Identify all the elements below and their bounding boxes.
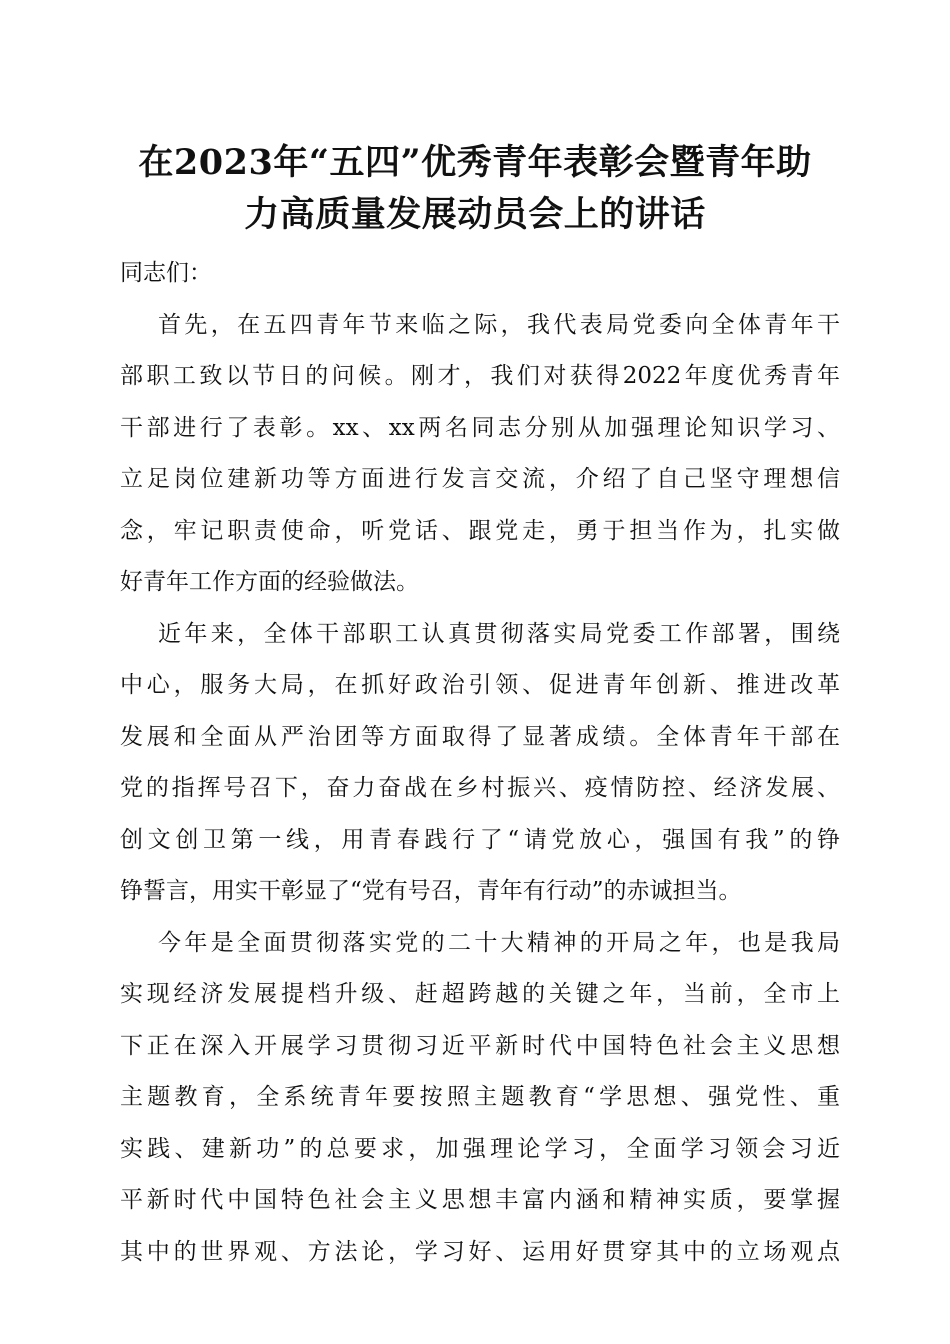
paragraph-line: 发展和全面从严治团等方面取得了显著成绩。全体青年干部在 bbox=[120, 723, 840, 750]
title-line: 力高质量发展动员会上的讲话 bbox=[244, 193, 706, 235]
paragraph-line: 实践、建新功”的总要求，加强理论学习，全面学习领会习近 bbox=[120, 1135, 840, 1162]
paragraph-line: 党的指挥号召下，奋力奋战在乡村振兴、疫情防控、经济发展、 bbox=[120, 775, 840, 801]
paragraph-line: 今年是全面贯彻落实党的二十大精神的开局之年，也是我局 bbox=[158, 929, 840, 956]
paragraph-line: 部职工致以节日的问候。刚才，我们对获得2022年度优秀青年 bbox=[120, 363, 840, 389]
paragraph-line: 实现经济发展提档升级、赶超跨越的关键之年，当前，全市上 bbox=[120, 981, 840, 1007]
paragraph-line: 立足岗位建新功等方面进行发言交流，介绍了自己坚守理想信 bbox=[120, 466, 840, 492]
paragraph-line: 干部进行了表彰。xx、xx两名同志分别从加强理论知识学习、 bbox=[120, 414, 840, 441]
paragraph-line: 中心，服务大局，在抓好政治引领、促进青年创新、推进改革 bbox=[120, 672, 840, 698]
paragraph-line: 平新时代中国特色社会主义思想丰富内涵和精神实质，要掌握 bbox=[120, 1187, 840, 1213]
paragraph-line: 首先，在五四青年节来临之际，我代表局党委向全体青年干 bbox=[158, 311, 840, 338]
title-line: 在2023年“五四”优秀青年表彰会暨青年助 bbox=[138, 142, 812, 183]
paragraph-line: 创文创卫第一线，用青春践行了“请党放心，强国有我”的铮 bbox=[120, 826, 840, 853]
paragraph-line: 念，牢记职责使命，听党话、跟党走，勇于担当作为，扎实做 bbox=[120, 517, 840, 544]
paragraph-line: 其中的世界观、方法论，学习好、运用好贯穿其中的立场观点 bbox=[120, 1238, 840, 1265]
document-body bbox=[120, 248, 840, 1278]
paragraph-line: 铮誓言，用实干彰显了“党有号召，青年有行动”的赤诚担当。 bbox=[120, 878, 742, 904]
paragraph-line: 主题教育，全系统青年要按照主题教育“学思想、强党性、重 bbox=[120, 1084, 840, 1110]
paragraph-line: 下正在深入开展学习贯彻习近平新时代中国特色社会主义思想 bbox=[120, 1032, 840, 1059]
paragraph-line: 近年来，全体干部职工认真贯彻落实局党委工作部署，围绕 bbox=[158, 620, 840, 647]
paragraph-line: 好青年工作方面的经验做法。 bbox=[120, 569, 419, 595]
greeting: 同志们： bbox=[120, 260, 212, 286]
document-title bbox=[100, 140, 850, 243]
